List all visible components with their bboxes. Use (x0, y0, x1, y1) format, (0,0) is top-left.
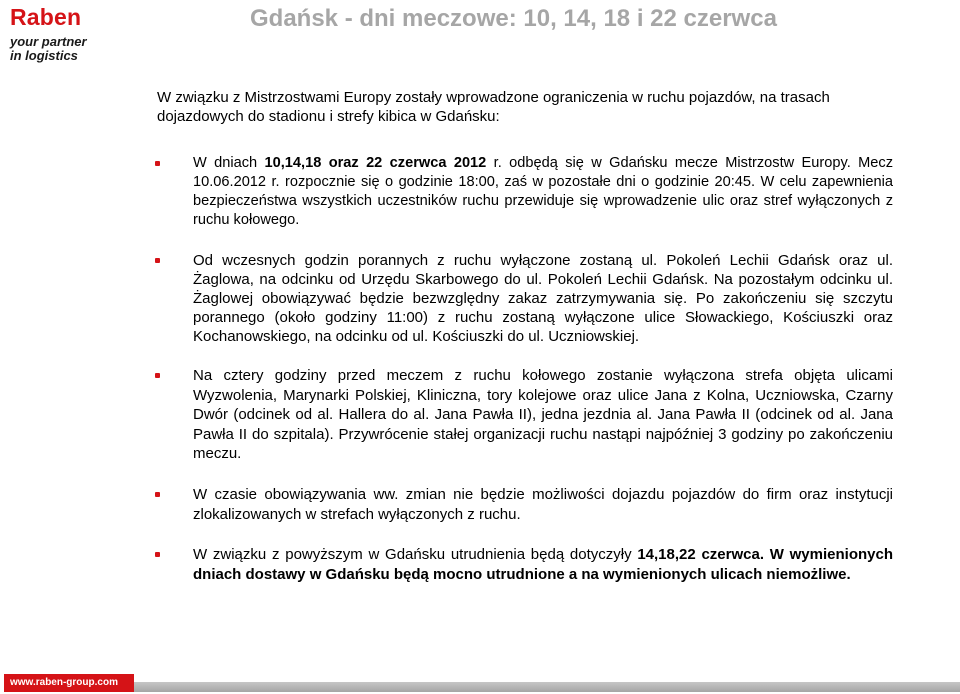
bullet-item-morning-closures (155, 251, 893, 346)
square-bullet-icon (155, 552, 160, 557)
bullet-list (155, 154, 893, 585)
square-bullet-icon (155, 258, 160, 263)
logo-tagline-line2: in logistics (10, 48, 78, 63)
page-title: Gdańsk - dni meczowe: 10, 14, 18 i 22 czerwca (250, 5, 777, 32)
bullet-text-bold: 14,18,22 czerwca. W wymienionych dniach dostawy w Gdańsku będą mocno utrudnione a na wymienionych ulicach niemożliwe. (193, 545, 893, 583)
intro-paragraph: W związku z Mistrzostwami Europy zostały wprowadzone ograniczenia w ruchu pojazdów, na trasach dojazdowych do stadionu i strefy kibica w Gdańsku: (157, 89, 830, 125)
bullet-item-no-access (155, 485, 893, 525)
bullet-text-bold: 10,14,18 oraz 22 czerwca 2012 (264, 155, 487, 171)
footer-url: www.raben-group.com (4, 674, 134, 692)
square-bullet-icon (155, 161, 160, 166)
bullet-text-part: W związku z powyższym w Gdańsku utrudnienia będą dotyczyły (193, 545, 638, 563)
logo-brand: Raben (10, 4, 82, 30)
bullet-text (193, 545, 893, 585)
raben-logo (10, 4, 130, 63)
square-bullet-icon (155, 373, 160, 378)
bullet-text (193, 154, 893, 230)
bullet-text: Na cztery godziny przed meczem z ruchu kołowego zostanie wyłączona strefa objęta ulicami Wyzwolenia, Marynarki Polskiej, Kliniczna, tory kolejowe oraz ulice Jana z Kolna, Uczniowska, Czarny Dwór (odcinek od al. Hallera do al. Jana Pawła II), jedna jezdnia al. Jana Pawła II (odcinek od al. Jana Pawła II do szpitala). Przywrócenie stałej organizacji ruchu nastąpi najpóźniej 3 godziny po zakończeniu meczu. (193, 367, 893, 462)
bullet-item-match-days (155, 154, 893, 230)
logo-tagline-line1: your partner (10, 34, 87, 49)
square-bullet-icon (155, 492, 160, 497)
footer-bar (134, 682, 960, 692)
bullet-text: W czasie obowiązywania ww. zmian nie będzie możliwości dojazdu pojazdów do firm oraz instytucji zlokalizowanych w strefach wyłączonych z ruchu. (193, 485, 893, 523)
bullet-text-part: W dniach (193, 155, 265, 171)
bullet-text-part: r. odbędą się w Gdańsku mecze Mistrzostw Europy. Mecz 10.06.2012 r. rozpocznie się o godzinie 18:00, zaś w pozostałe dni o godzinie 20:45. W celu zapewnienia bezpieczeństwa wszystkich uczestników ruchu przewiduje się wprowadzenie ulic oraz stref wyłączonych z ruchu kołowego. (193, 155, 893, 228)
bullet-item-delivery-impact (155, 545, 893, 585)
bullet-text: Od wczesnych godzin porannych z ruchu wyłączone zostaną ul. Pokoleń Lechii Gdańsk oraz ul. Żaglowa, na odcinku od Urzędu Skarbowego do ul. Pokoleń Lechii Gdańsk. Na pozostałym odcinku ul. Żaglowej obowiązywać będzie bezwzględny zakaz zatrzymywania się. Po zakończeniu się szczytu porannego (około godziny 11:00) z ruchu zostaną wyłączone ulice Słowackiego, Kościuszki oraz Kochanowskiego, na odcinku od ul. Kościuszki do ul. Uczniowskiej. (193, 252, 893, 345)
bullet-item-zone-closure (155, 366, 893, 464)
